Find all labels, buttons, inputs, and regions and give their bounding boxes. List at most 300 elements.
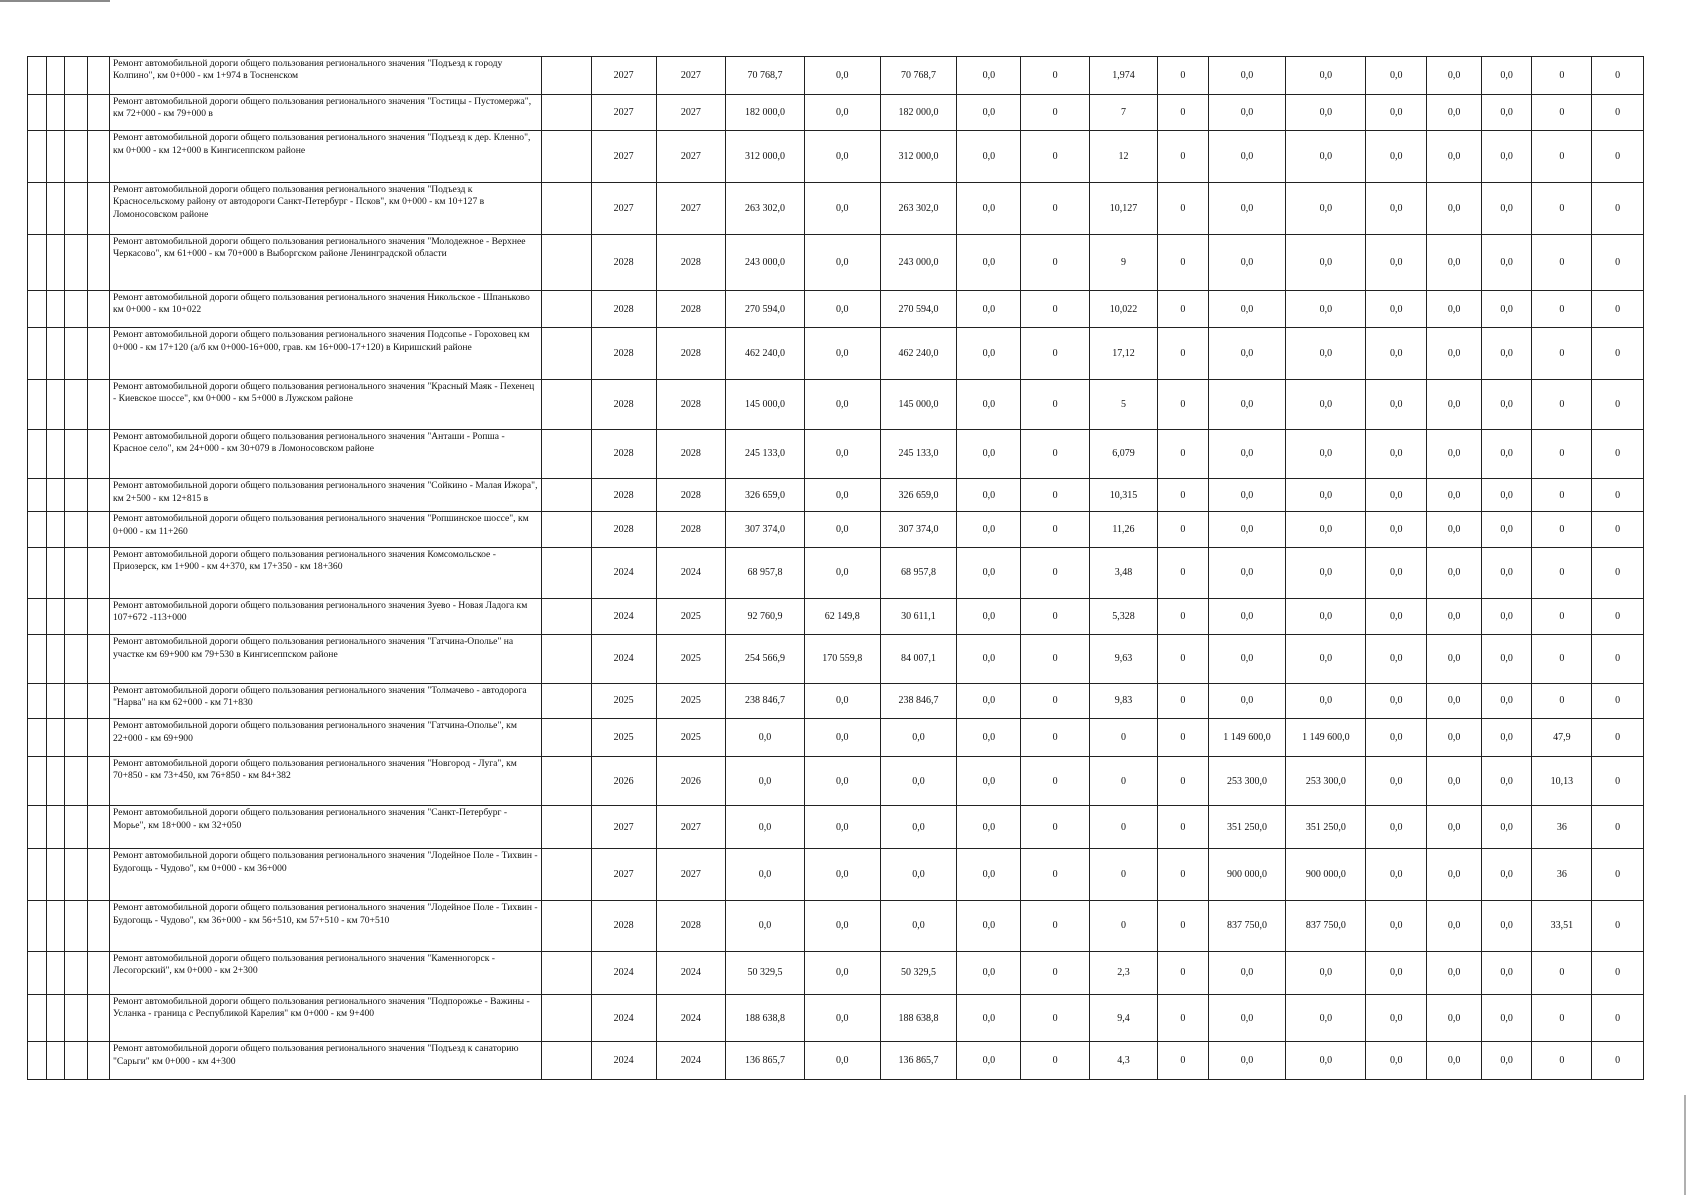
value-cell: 307 374,0 [880, 512, 957, 548]
value-cell: 0 [1592, 234, 1644, 290]
value-cell: 0 [1532, 182, 1592, 234]
blank-cell [64, 635, 87, 683]
table-row [28, 94, 1644, 131]
value-cell: 2028 [656, 234, 725, 290]
blank-cell [46, 94, 64, 131]
value-cell: 0,0 [804, 234, 880, 290]
value-cell: 0,0 [1366, 328, 1427, 380]
value-cell: 0 [1021, 57, 1089, 95]
road-name-cell: Ремонт автомобильной дороги общего пользования регионального значения "Анташи - Ропша - Красное село", км 24+000 - км 30+079 в Ломоносовском районе [109, 429, 541, 479]
blank-cell [87, 719, 109, 757]
value-cell: 2027 [591, 806, 656, 849]
value-cell: 0,0 [1481, 598, 1531, 635]
table-row [28, 719, 1644, 757]
value-cell: 0,0 [957, 849, 1021, 901]
value-cell: 0 [1158, 901, 1208, 952]
value-cell: 3,48 [1089, 548, 1157, 599]
value-cell: 2024 [656, 994, 725, 1041]
value-cell: 188 638,8 [880, 994, 957, 1041]
value-cell: 0,0 [880, 849, 957, 901]
value-cell: 0 [1532, 328, 1592, 380]
value-cell: 0,0 [1481, 512, 1531, 548]
value-cell: 0,0 [1481, 234, 1531, 290]
value-cell: 2027 [656, 806, 725, 849]
value-cell: 0,0 [804, 512, 880, 548]
blank-cell [542, 429, 591, 479]
table-row [28, 849, 1644, 901]
value-cell: 254 566,9 [726, 635, 805, 683]
blank-cell [46, 57, 64, 95]
blank-cell [28, 994, 47, 1041]
blank-cell [46, 994, 64, 1041]
value-cell: 4,3 [1089, 1042, 1157, 1080]
value-cell: 0,0 [1366, 994, 1427, 1041]
blank-cell [542, 234, 591, 290]
road-name-cell: Ремонт автомобильной дороги общего пользования регионального значения Комсомольское - Приозерск, км 1+900 - км 4+370, км 17+350 - км 18+360 [109, 548, 541, 599]
value-cell: 0,0 [804, 131, 880, 183]
value-cell: 0,0 [1208, 328, 1286, 380]
value-cell: 0,0 [804, 719, 880, 757]
road-name-cell: Ремонт автомобильной дороги общего пользования регионального значения "Каменногорск - Лесогорский", км 0+000 - км 2+300 [109, 951, 541, 994]
road-name-cell: Ремонт автомобильной дороги общего пользования регионального значения "Новгород - Луга", км 70+850 - км 73+450, км 76+850 - км 84+382 [109, 756, 541, 806]
value-cell: 0 [1592, 131, 1644, 183]
blank-cell [64, 806, 87, 849]
value-cell: 6,079 [1089, 429, 1157, 479]
value-cell: 0,0 [1481, 901, 1531, 952]
value-cell: 0,0 [1481, 951, 1531, 994]
blank-cell [87, 182, 109, 234]
value-cell: 0,0 [1481, 131, 1531, 183]
value-cell: 5 [1089, 380, 1157, 430]
value-cell: 0,0 [1208, 548, 1286, 599]
value-cell: 0,0 [726, 719, 805, 757]
blank-cell [28, 57, 47, 95]
blank-cell [64, 1042, 87, 1080]
blank-cell [46, 756, 64, 806]
value-cell: 0 [1592, 719, 1644, 757]
value-cell: 0,0 [1366, 131, 1427, 183]
table-row [28, 598, 1644, 635]
road-name-cell: Ремонт автомобильной дороги общего пользования регионального значения "Толмачево - автодорога "Нарва" на км 62+000 - км 71+830 [109, 683, 541, 719]
value-cell: 2028 [591, 234, 656, 290]
value-cell: 0 [1021, 182, 1089, 234]
value-cell: 0,0 [1286, 57, 1366, 95]
value-cell: 0,0 [1481, 328, 1531, 380]
value-cell: 2028 [591, 901, 656, 952]
blank-cell [28, 380, 47, 430]
value-cell: 0 [1158, 182, 1208, 234]
blank-cell [64, 598, 87, 635]
value-cell: 2024 [591, 951, 656, 994]
blank-cell [28, 512, 47, 548]
road-name-cell: Ремонт автомобильной дороги общего пользования регионального значения "Подъезд к дер. Кленно", км 0+000 - км 12+000 в Кингисеппском районе [109, 131, 541, 183]
road-name-cell: Ремонт автомобильной дороги общего пользования регионального значения "Гатчина-Ополье" на участке км 69+900 км 79+530 в Кингисеппском районе [109, 635, 541, 683]
value-cell: 0 [1532, 683, 1592, 719]
value-cell: 0,0 [957, 901, 1021, 952]
value-cell: 0 [1592, 182, 1644, 234]
blank-cell [542, 994, 591, 1041]
value-cell: 270 594,0 [726, 290, 805, 328]
value-cell: 263 302,0 [880, 182, 957, 234]
value-cell: 0 [1021, 548, 1089, 599]
value-cell: 2028 [656, 429, 725, 479]
blank-cell [28, 290, 47, 328]
blank-cell [64, 756, 87, 806]
value-cell: 0 [1158, 1042, 1208, 1080]
value-cell: 0,0 [804, 290, 880, 328]
table-row [28, 901, 1644, 952]
value-cell: 0,0 [804, 994, 880, 1041]
blank-cell [87, 94, 109, 131]
blank-cell [87, 756, 109, 806]
value-cell: 0,0 [726, 806, 805, 849]
value-cell: 0 [1158, 328, 1208, 380]
blank-cell [28, 951, 47, 994]
value-cell: 10,127 [1089, 182, 1157, 234]
value-cell: 70 768,7 [880, 57, 957, 95]
road-name-cell: Ремонт автомобильной дороги общего пользования регионального значения "Сойкино - Малая Ижора", км 2+500 - км 12+815 в [109, 479, 541, 512]
value-cell: 462 240,0 [880, 328, 957, 380]
value-cell: 0,0 [804, 849, 880, 901]
blank-cell [542, 94, 591, 131]
value-cell: 0 [1021, 756, 1089, 806]
value-cell: 36 [1532, 849, 1592, 901]
value-cell: 0 [1089, 901, 1157, 952]
value-cell: 0 [1158, 234, 1208, 290]
value-cell: 0,0 [1366, 512, 1427, 548]
value-cell: 0 [1532, 94, 1592, 131]
value-cell: 145 000,0 [726, 380, 805, 430]
value-cell: 0,0 [726, 756, 805, 806]
table-row [28, 429, 1644, 479]
value-cell: 0 [1592, 901, 1644, 952]
value-cell: 837 750,0 [1208, 901, 1286, 952]
value-cell: 0 [1158, 512, 1208, 548]
value-cell: 0,0 [1366, 234, 1427, 290]
value-cell: 0 [1532, 548, 1592, 599]
value-cell: 0,0 [1427, 182, 1482, 234]
table-row [28, 635, 1644, 683]
value-cell: 0,0 [1366, 290, 1427, 328]
value-cell: 0,0 [957, 512, 1021, 548]
value-cell: 1 149 600,0 [1286, 719, 1366, 757]
value-cell: 0 [1592, 683, 1644, 719]
value-cell: 0 [1158, 951, 1208, 994]
value-cell: 2024 [591, 994, 656, 1041]
road-name-cell: Ремонт автомобильной дороги общего пользования регионального значения "Подъезд к городу Колпино", км 0+000 - км 1+974 в Тосненском [109, 57, 541, 95]
value-cell: 0,0 [1366, 479, 1427, 512]
value-cell: 312 000,0 [726, 131, 805, 183]
value-cell: 0 [1592, 479, 1644, 512]
blank-cell [46, 131, 64, 183]
blank-cell [87, 234, 109, 290]
value-cell: 0,0 [1208, 479, 1286, 512]
value-cell: 2028 [656, 512, 725, 548]
value-cell: 0 [1021, 901, 1089, 952]
value-cell: 245 133,0 [726, 429, 805, 479]
blank-cell [28, 131, 47, 183]
value-cell: 238 846,7 [880, 683, 957, 719]
blank-cell [542, 1042, 591, 1080]
value-cell: 0,0 [1286, 94, 1366, 131]
value-cell: 2028 [591, 328, 656, 380]
table-row [28, 290, 1644, 328]
value-cell: 0,0 [1366, 598, 1427, 635]
value-cell: 0,0 [1481, 290, 1531, 328]
table-row [28, 380, 1644, 430]
value-cell: 0 [1158, 994, 1208, 1041]
blank-cell [542, 598, 591, 635]
blank-cell [46, 806, 64, 849]
value-cell: 0 [1158, 290, 1208, 328]
value-cell: 2027 [656, 849, 725, 901]
value-cell: 0,0 [1286, 234, 1366, 290]
blank-cell [46, 234, 64, 290]
value-cell: 0 [1592, 512, 1644, 548]
value-cell: 0 [1532, 512, 1592, 548]
value-cell: 0,0 [1481, 683, 1531, 719]
blank-cell [28, 1042, 47, 1080]
blank-cell [87, 290, 109, 328]
value-cell: 0,0 [1208, 380, 1286, 430]
blank-cell [87, 512, 109, 548]
blank-cell [46, 380, 64, 430]
value-cell: 0,0 [1481, 756, 1531, 806]
value-cell: 0,0 [804, 479, 880, 512]
road-repair-table [27, 56, 1644, 1080]
blank-cell [542, 328, 591, 380]
value-cell: 0,0 [1366, 806, 1427, 849]
value-cell: 0,0 [1481, 429, 1531, 479]
road-name-cell: Ремонт автомобильной дороги общего пользования регионального значения "Лодейное Поле - Тихвин - Будогощь - Чудово", км 36+000 - км 56+510, км 57+510 - км 70+510 [109, 901, 541, 952]
value-cell: 0,0 [1286, 994, 1366, 1041]
value-cell: 0 [1158, 719, 1208, 757]
blank-cell [64, 131, 87, 183]
value-cell: 0,0 [804, 182, 880, 234]
value-cell: 2026 [591, 756, 656, 806]
value-cell: 0,0 [1427, 290, 1482, 328]
value-cell: 263 302,0 [726, 182, 805, 234]
value-cell: 0,0 [1366, 719, 1427, 757]
blank-cell [87, 131, 109, 183]
road-name-cell: Ремонт автомобильной дороги общего пользования регионального значения Зуево - Новая Ладога км 107+672 -113+000 [109, 598, 541, 635]
blank-cell [28, 901, 47, 952]
table-row [28, 234, 1644, 290]
blank-cell [28, 598, 47, 635]
scan-corner-mark [0, 0, 110, 2]
value-cell: 270 594,0 [880, 290, 957, 328]
value-cell: 0 [1532, 598, 1592, 635]
value-cell: 0,0 [726, 849, 805, 901]
blank-cell [542, 635, 591, 683]
value-cell: 10,022 [1089, 290, 1157, 328]
blank-cell [542, 683, 591, 719]
value-cell: 2028 [591, 290, 656, 328]
road-name-cell: Ремонт автомобильной дороги общего пользования регионального значения "Подпорожье - Важины - Усланка - граница с Республикой Карелия" км 0+000 - км 9+400 [109, 994, 541, 1041]
value-cell: 9,4 [1089, 994, 1157, 1041]
blank-cell [28, 756, 47, 806]
value-cell: 0,0 [1481, 806, 1531, 849]
value-cell: 0,0 [1208, 951, 1286, 994]
value-cell: 0,0 [1366, 182, 1427, 234]
blank-cell [46, 849, 64, 901]
value-cell: 0 [1158, 380, 1208, 430]
blank-cell [542, 479, 591, 512]
value-cell: 2028 [656, 479, 725, 512]
value-cell: 0 [1158, 849, 1208, 901]
value-cell: 0 [1158, 598, 1208, 635]
road-name-cell: Ремонт автомобильной дороги общего пользования регионального значения "Подъезд к Красносельскому району от автодороги Санкт-Петербург - Псков", км 0+000 - км 10+127 в Ломоносовском районе [109, 182, 541, 234]
value-cell: 0,0 [1427, 234, 1482, 290]
value-cell: 0,0 [1427, 429, 1482, 479]
value-cell: 0,0 [804, 756, 880, 806]
value-cell: 2027 [591, 849, 656, 901]
value-cell: 0,0 [804, 951, 880, 994]
value-cell: 253 300,0 [1286, 756, 1366, 806]
value-cell: 0 [1021, 234, 1089, 290]
value-cell: 0,0 [1427, 683, 1482, 719]
road-name-cell: Ремонт автомобильной дороги общего пользования регионального значения Подсопье - Гороховец км 0+000 - км 17+120 (а/б км 0+000-16+000, грав. км 16+000-17+120) в Киришский районе [109, 328, 541, 380]
value-cell: 0,0 [1208, 182, 1286, 234]
value-cell: 0 [1592, 756, 1644, 806]
value-cell: 0,0 [1427, 901, 1482, 952]
blank-cell [46, 951, 64, 994]
blank-cell [542, 131, 591, 183]
value-cell: 0 [1158, 756, 1208, 806]
blank-cell [87, 901, 109, 952]
value-cell: 2028 [656, 901, 725, 952]
blank-cell [64, 234, 87, 290]
value-cell: 0,0 [1481, 479, 1531, 512]
value-cell: 0,0 [957, 1042, 1021, 1080]
value-cell: 0 [1021, 849, 1089, 901]
value-cell: 0 [1089, 806, 1157, 849]
blank-cell [46, 1042, 64, 1080]
value-cell: 10,315 [1089, 479, 1157, 512]
value-cell: 0 [1158, 131, 1208, 183]
value-cell: 0,0 [804, 328, 880, 380]
value-cell: 12 [1089, 131, 1157, 183]
value-cell: 0,0 [1208, 290, 1286, 328]
value-cell: 462 240,0 [726, 328, 805, 380]
value-cell: 0 [1592, 290, 1644, 328]
value-cell: 0 [1592, 548, 1644, 599]
value-cell: 188 638,8 [726, 994, 805, 1041]
value-cell: 0 [1021, 479, 1089, 512]
value-cell: 2027 [656, 131, 725, 183]
value-cell: 0,0 [1427, 598, 1482, 635]
value-cell: 2024 [591, 635, 656, 683]
blank-cell [28, 806, 47, 849]
value-cell: 0,0 [957, 234, 1021, 290]
blank-cell [64, 901, 87, 952]
table-row [28, 994, 1644, 1041]
blank-cell [28, 635, 47, 683]
value-cell: 900 000,0 [1286, 849, 1366, 901]
value-cell: 0,0 [1366, 901, 1427, 952]
value-cell: 0 [1158, 635, 1208, 683]
value-cell: 0 [1021, 994, 1089, 1041]
value-cell: 243 000,0 [880, 234, 957, 290]
value-cell: 2027 [591, 57, 656, 95]
value-cell: 0 [1592, 598, 1644, 635]
value-cell: 351 250,0 [1208, 806, 1286, 849]
value-cell: 36 [1532, 806, 1592, 849]
blank-cell [64, 182, 87, 234]
value-cell: 0,0 [1286, 683, 1366, 719]
value-cell: 0,0 [1427, 57, 1482, 95]
value-cell: 2024 [591, 548, 656, 599]
value-cell: 0 [1158, 548, 1208, 599]
value-cell: 50 329,5 [880, 951, 957, 994]
blank-cell [64, 328, 87, 380]
blank-cell [64, 479, 87, 512]
value-cell: 0,0 [1208, 57, 1286, 95]
blank-cell [28, 719, 47, 757]
blank-cell [46, 182, 64, 234]
value-cell: 0,0 [1286, 182, 1366, 234]
blank-cell [87, 806, 109, 849]
value-cell: 0 [1021, 380, 1089, 430]
table-row [28, 756, 1644, 806]
blank-cell [46, 719, 64, 757]
blank-cell [64, 683, 87, 719]
value-cell: 0 [1021, 131, 1089, 183]
value-cell: 0,0 [1286, 548, 1366, 599]
value-cell: 7 [1089, 94, 1157, 131]
blank-cell [87, 548, 109, 599]
road-name-cell: Ремонт автомобильной дороги общего пользования регионального значения "Лодейное Поле - Тихвин - Будогощь - Чудово", км 0+000 - км 36+000 [109, 849, 541, 901]
value-cell: 0,0 [957, 635, 1021, 683]
value-cell: 33,51 [1532, 901, 1592, 952]
blank-cell [542, 756, 591, 806]
value-cell: 243 000,0 [726, 234, 805, 290]
value-cell: 0,0 [1427, 380, 1482, 430]
value-cell: 0,0 [804, 57, 880, 95]
blank-cell [64, 994, 87, 1041]
value-cell: 0 [1532, 994, 1592, 1041]
blank-cell [542, 806, 591, 849]
value-cell: 326 659,0 [726, 479, 805, 512]
value-cell: 2027 [591, 94, 656, 131]
value-cell: 0,0 [957, 57, 1021, 95]
value-cell: 2025 [656, 635, 725, 683]
value-cell: 0,0 [1481, 57, 1531, 95]
value-cell: 0,0 [957, 380, 1021, 430]
value-cell: 0,0 [1427, 951, 1482, 994]
table-row [28, 1042, 1644, 1080]
value-cell: 0,0 [957, 951, 1021, 994]
value-cell: 0,0 [1481, 849, 1531, 901]
value-cell: 0,0 [1286, 131, 1366, 183]
blank-cell [64, 548, 87, 599]
value-cell: 0,0 [1208, 234, 1286, 290]
table-row [28, 479, 1644, 512]
value-cell: 0,0 [1286, 290, 1366, 328]
value-cell: 11,26 [1089, 512, 1157, 548]
blank-cell [28, 849, 47, 901]
blank-cell [46, 479, 64, 512]
blank-cell [87, 380, 109, 430]
road-name-cell: Ремонт автомобильной дороги общего пользования регионального значения "Ропшинское шоссе", км 0+000 - км 11+260 [109, 512, 541, 548]
value-cell: 0,0 [880, 719, 957, 757]
value-cell: 326 659,0 [880, 479, 957, 512]
blank-cell [87, 479, 109, 512]
value-cell: 0,0 [1427, 806, 1482, 849]
value-cell: 68 957,8 [880, 548, 957, 599]
value-cell: 0,0 [1286, 598, 1366, 635]
value-cell: 182 000,0 [880, 94, 957, 131]
